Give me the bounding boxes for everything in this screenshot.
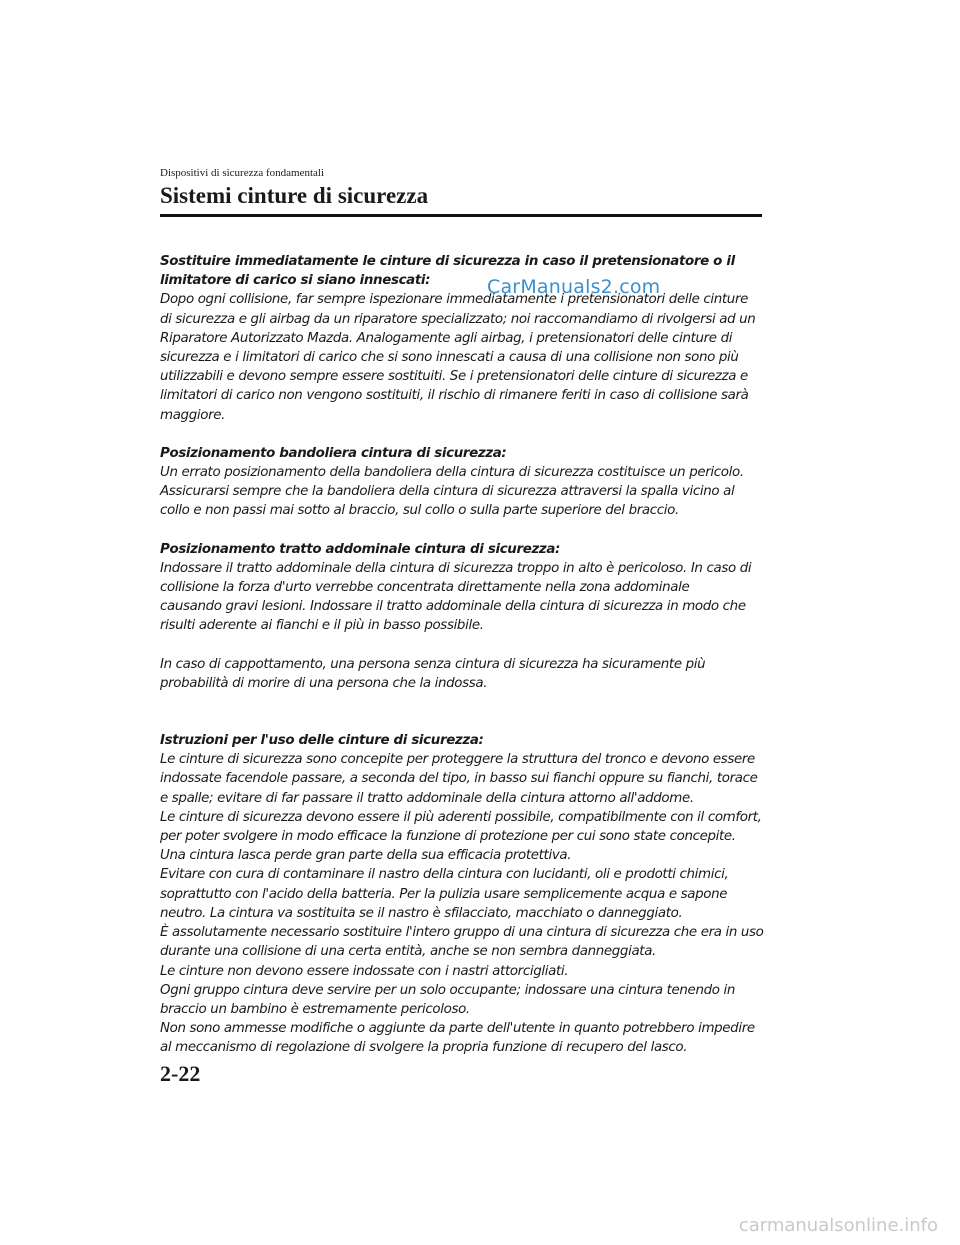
text-line: Riparatore Autorizzato Mazda. Analogamente agli airbag, i pretensionatori delle cinture di bbox=[160, 330, 733, 346]
text-line: Non sono ammesse modifiche o aggiunte da parte dell'utente in quanto potrebbero impedire bbox=[160, 1021, 755, 1037]
paragraph-heading: Sostituire immediatamente le cinture di sicurezza in caso il pretensionatore o il limitatore di carico si siano innescati: bbox=[160, 254, 735, 289]
text-line: utilizzabili e devono sempre essere sostituiti. Se i pretensionatori delle cinture di sicurezza e bbox=[160, 369, 748, 385]
text-line: maggiore. bbox=[160, 407, 226, 423]
text-line: In caso di cappottamento, una persona senza cintura di sicurezza ha sicuramente più bbox=[160, 656, 706, 672]
text-line: Una cintura lasca perde gran parte della sua efficacia protettiva. bbox=[160, 848, 572, 864]
text-line: durante una collisione di una certa entità, anche se non sembra danneggiata. bbox=[160, 944, 656, 960]
text-line: neutro. La cintura va sostituita se il nastro è sfilacciato, macchiato o danneggiato. bbox=[160, 905, 683, 921]
text-line: Un errato posizionamento della bandoliera della cintura di sicurezza costituisce un pericolo. bbox=[160, 465, 744, 481]
header-rule bbox=[160, 214, 762, 217]
text-line: indossate facendole passare, a seconda del tipo, in basso sui fianchi oppure su fianchi, torace bbox=[160, 771, 758, 787]
body-text bbox=[160, 252, 770, 1077]
text-line: collisione la forza d'urto verrebbe concentrata direttamente nella zona addominale bbox=[160, 580, 690, 596]
text-line: Evitare con cura di contaminare il nastro della cintura con lucidanti, oli e prodotti chimici, bbox=[160, 867, 729, 883]
text-line: braccio un bambino è estremamente pericoloso. bbox=[160, 1001, 470, 1017]
paragraph-rollover bbox=[160, 655, 770, 693]
text-line: al meccanismo di regolazione di svolgere la propria funzione di recupero del lasco. bbox=[160, 1040, 688, 1056]
text-line: risulti aderente ai fianchi e il più in basso possibile. bbox=[160, 618, 484, 634]
page-title: Sistemi cinture di sicurezza bbox=[160, 183, 429, 208]
text-line: e spalle; evitare di far passare il tratto addominale della cintura attorno all'addome. bbox=[160, 790, 694, 806]
paragraph-heading: Istruzioni per l'uso delle cinture di sicurezza: bbox=[160, 733, 484, 749]
watermark-logo[interactable]: CarManuals2.com bbox=[487, 276, 661, 298]
text-line: È assolutamente necessario sostituire l'intero gruppo di una cintura di sicurezza che era in uso bbox=[160, 925, 764, 941]
text-line: Indossare il tratto addominale della cintura di sicurezza troppo in alto è pericoloso. In caso di bbox=[160, 560, 752, 576]
text-line: collo e non passi mai sotto al braccio, sul collo o sulla parte superiore del braccio. bbox=[160, 503, 679, 519]
text-line: Le cinture non devono essere indossate con i nastri attorcigliati. bbox=[160, 963, 569, 979]
text-line: Le cinture di sicurezza sono concepite per proteggere la struttura del tronco e devono essere bbox=[160, 752, 755, 768]
page-header bbox=[160, 166, 762, 217]
text-line: di sicurezza e gli airbag da un riparatore specializzato; noi raccomandiamo di rivolgersi ad un bbox=[160, 311, 756, 327]
page-number: 2-22 bbox=[160, 1061, 201, 1086]
text-line: sicurezza e i limitatori di carico che si sono innescati a causa di una collisione non sono più bbox=[160, 350, 739, 366]
section-label: Dispositivi di sicurezza fondamentali bbox=[160, 167, 325, 179]
text-line: Le cinture di sicurezza devono essere il più aderenti possibile, compatibilmente con il comfort, bbox=[160, 809, 762, 825]
text-line: soprattutto con l'acido della batteria. Per la pulizia usare semplicemente acqua e sapone bbox=[160, 886, 728, 902]
paragraph-heading: Posizionamento bandoliera cintura di sicurezza: bbox=[160, 445, 507, 461]
paragraph-shoulder-belt bbox=[160, 444, 770, 521]
paragraph-pretensioner bbox=[160, 252, 770, 425]
paragraph-usage-instructions bbox=[160, 731, 770, 1057]
footer-watermark[interactable]: carmanualsonline.info bbox=[738, 1215, 938, 1236]
text-line: per poter svolgere in modo efficace la funzione di protezione per cui sono state concepite. bbox=[160, 829, 736, 845]
paragraph-lap-belt bbox=[160, 540, 770, 636]
text-line: Ogni gruppo cintura deve servire per un solo occupante; indossare una cintura tenendo in bbox=[160, 982, 735, 998]
paragraph-heading: Posizionamento tratto addominale cintura di sicurezza: bbox=[160, 541, 561, 557]
text-line: causando gravi lesioni. Indossare il tratto addominale della cintura di sicurezza in modo che bbox=[160, 599, 746, 615]
text-line: Dopo ogni collisione, far sempre ispezionare immediatamente i pretensionatori delle cinture bbox=[160, 292, 748, 308]
text-line: probabilità di morire di una persona che la indossa. bbox=[160, 675, 488, 691]
text-line: limitatori di carico non vengono sostituiti, il rischio di rimanere feriti in caso di collisione sarà bbox=[160, 388, 749, 404]
text-line: Assicurarsi sempre che la bandoliera della cintura di sicurezza attraversi la spalla vicino al bbox=[160, 484, 735, 500]
